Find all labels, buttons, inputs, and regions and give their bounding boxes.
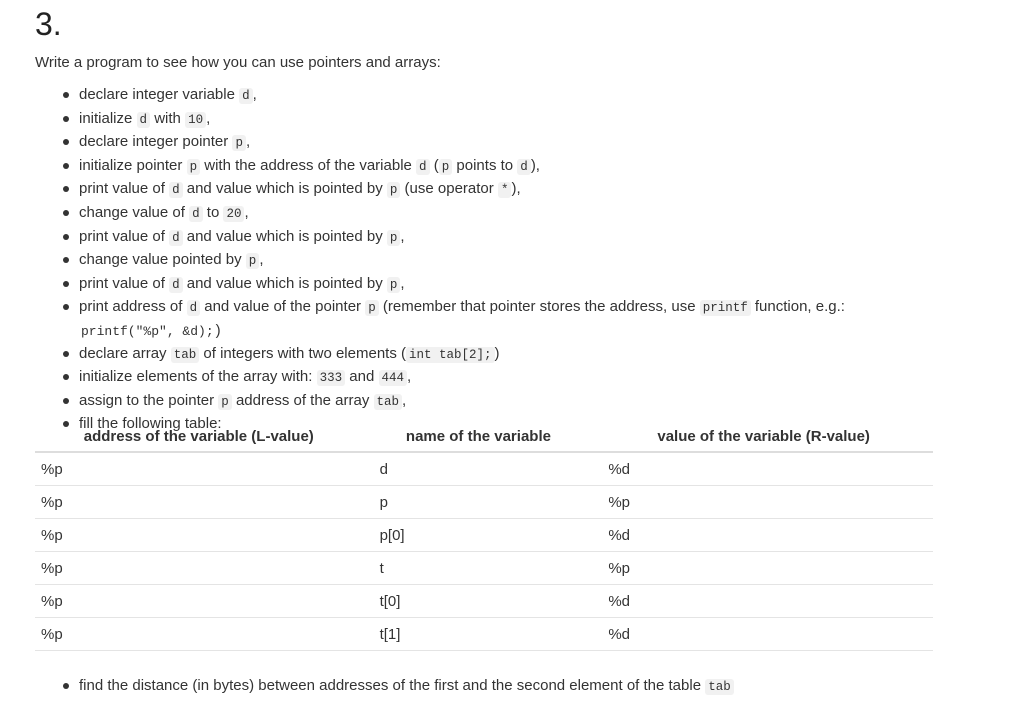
task-text: (use operator — [400, 180, 498, 198]
task-text: find the distance (in bytes) between addresses of the first and the second element of the table — [79, 677, 706, 694]
task-text: with — [150, 109, 186, 127]
task-text: print value of — [79, 180, 170, 198]
value-cell: %d — [594, 618, 933, 651]
task-item — [35, 296, 935, 342]
address-cell: %p — [35, 486, 363, 519]
table-row — [35, 452, 933, 486]
inline-code: d — [239, 88, 253, 104]
inline-code: p — [232, 135, 246, 151]
task-text: declare integer variable — [79, 86, 240, 103]
value-cell: %d — [594, 519, 933, 552]
final-task-item — [35, 675, 935, 699]
task-text: function, e.g.: — [750, 298, 845, 316]
task-text: , — [206, 109, 211, 127]
exercise-intro: Write a program to see how you can use pointers and arrays: — [35, 54, 441, 71]
inline-code: 20 — [223, 206, 244, 222]
task-text: print value of — [79, 274, 170, 292]
task-text: ) — [494, 344, 500, 362]
task-item — [35, 108, 935, 132]
inline-code: d — [189, 206, 203, 222]
task-item — [35, 343, 935, 367]
inline-code: int tab[2]; — [406, 347, 495, 363]
inline-code: d — [517, 159, 531, 175]
task-text: of integers with two elements ( — [199, 344, 406, 362]
table-row — [35, 552, 933, 585]
task-text: , — [402, 391, 407, 409]
task-item — [35, 273, 935, 297]
task-item — [35, 178, 935, 202]
inline-code: 333 — [317, 370, 346, 386]
inline-code: p — [439, 159, 453, 175]
value-cell: %p — [594, 552, 933, 585]
variables-table — [35, 421, 933, 651]
task-item — [35, 390, 935, 414]
name-cell: d — [363, 452, 595, 486]
task-text: initialize pointer — [79, 156, 187, 174]
task-text: , — [259, 251, 264, 269]
inline-code: 444 — [379, 370, 408, 386]
task-text: declare integer pointer — [79, 133, 233, 151]
task-text: assign to the pointer — [79, 391, 219, 409]
task-text: address of the array — [231, 391, 374, 409]
inline-code: p — [218, 394, 232, 410]
inline-code: printf("%p", &d); — [81, 323, 214, 339]
name-cell: t — [363, 552, 595, 585]
name-cell: t[0] — [363, 585, 595, 618]
inline-code: d — [169, 182, 183, 198]
task-item — [35, 131, 935, 155]
task-text: and value which is pointed by — [182, 274, 387, 292]
inline-code: p — [246, 253, 260, 269]
task-text: and value which is pointed by — [182, 227, 387, 245]
inline-code: d — [187, 300, 201, 316]
exercise-number: 3. — [35, 6, 62, 42]
address-cell: %p — [35, 452, 363, 486]
inline-code: p — [187, 159, 201, 175]
address-cell: %p — [35, 519, 363, 552]
inline-code: d — [416, 159, 430, 175]
task-item — [35, 202, 935, 226]
task-item — [35, 249, 935, 273]
value-cell: %p — [594, 486, 933, 519]
task-text: , — [252, 86, 257, 103]
task-text: and value which is pointed by — [182, 180, 387, 198]
task-text: fill the following table: — [79, 415, 222, 433]
table-row — [35, 618, 933, 651]
inline-code: p — [387, 230, 401, 246]
address-cell: %p — [35, 552, 363, 585]
table-row — [35, 519, 933, 552]
table-header-row — [35, 421, 933, 452]
task-text: initialize — [79, 109, 137, 127]
task-text: to — [202, 203, 224, 221]
task-text: declare array — [79, 344, 171, 362]
value-cell: %d — [594, 585, 933, 618]
task-text: and value of the pointer — [200, 298, 366, 316]
address-cell: %p — [35, 585, 363, 618]
address-cell: %p — [35, 618, 363, 651]
task-item — [35, 84, 935, 108]
inline-code: d — [137, 112, 151, 128]
name-cell: p[0] — [363, 519, 595, 552]
task-text: ), — [530, 156, 540, 174]
final-task-list — [35, 675, 935, 699]
task-text: ), — [511, 180, 521, 198]
task-text: print address of — [79, 298, 187, 316]
task-text: change value of — [79, 203, 190, 221]
name-cell: p — [363, 486, 595, 519]
task-text: , — [400, 274, 405, 292]
task-text: with the address of the variable — [200, 156, 417, 174]
task-text: (remember that pointer stores the address, use — [378, 298, 700, 316]
column-header-value: value of the variable (R-value) — [594, 421, 933, 452]
task-list — [35, 84, 935, 435]
code-example — [79, 322, 216, 339]
table-row — [35, 486, 933, 519]
task-item — [35, 226, 935, 250]
column-header-address: address of the variable (L-value) — [35, 421, 363, 452]
inline-code: tab — [374, 394, 403, 410]
value-cell: %d — [594, 452, 933, 486]
inline-code: printf — [700, 300, 751, 316]
task-text: print value of — [79, 227, 170, 245]
task-text: change value pointed by — [79, 251, 246, 269]
inline-code: tab — [705, 679, 734, 695]
inline-code: d — [169, 277, 183, 293]
task-item — [35, 366, 935, 390]
column-header-name: name of the variable — [363, 421, 595, 452]
task-item — [35, 155, 935, 179]
task-text: , — [244, 203, 249, 221]
inline-code: * — [498, 182, 512, 198]
task-text: initialize elements of the array with: — [79, 368, 317, 386]
task-text: , — [407, 368, 412, 386]
table-row — [35, 585, 933, 618]
task-text: ( — [429, 156, 439, 174]
inline-code: d — [169, 230, 183, 246]
inline-code: 10 — [185, 112, 206, 128]
task-text: ) — [215, 321, 221, 339]
inline-code: tab — [171, 347, 200, 363]
inline-code: p — [387, 182, 401, 198]
name-cell: t[1] — [363, 618, 595, 651]
task-text: points to — [452, 156, 518, 174]
task-text: , — [245, 133, 251, 151]
inline-code: p — [365, 300, 379, 316]
inline-code: p — [387, 277, 401, 293]
task-text: and — [345, 368, 379, 386]
task-text: , — [400, 227, 405, 245]
